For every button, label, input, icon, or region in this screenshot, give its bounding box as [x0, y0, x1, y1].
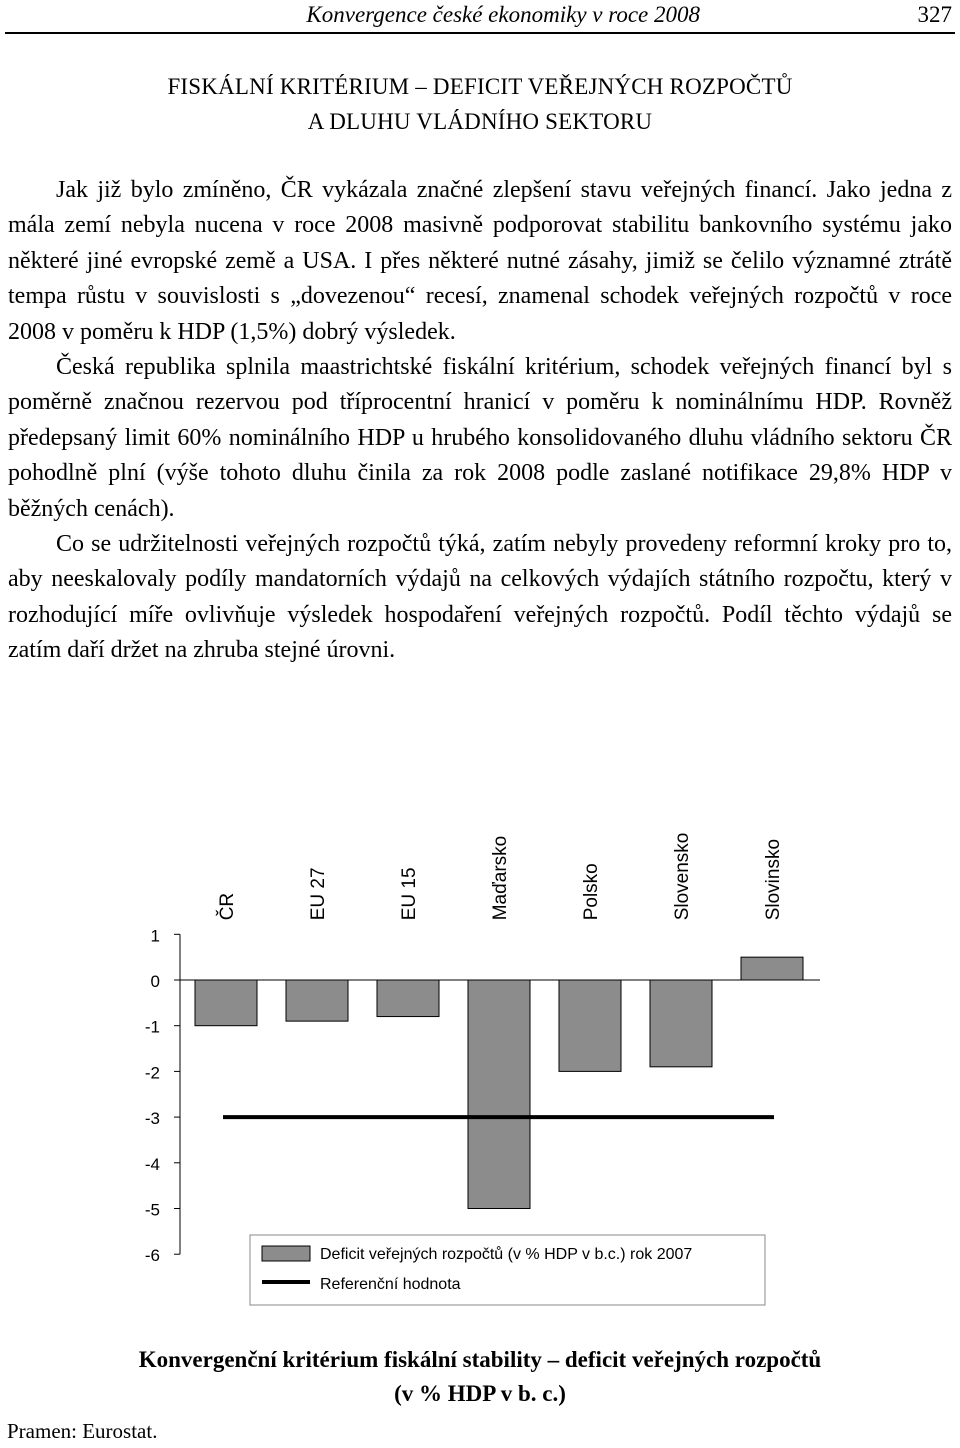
y-tick-label: -6 — [144, 1246, 160, 1266]
bar-4 — [559, 980, 621, 1071]
y-tick-label: -4 — [144, 1154, 160, 1174]
bar-5 — [650, 980, 712, 1067]
paragraph-2: Česká republika splnila maastrichtské fiskální kritérium, schodek veřejných financí byl s poměrně značnou rezervou pod tříprocentní hranicí v poměru k nominálnímu HDP. Rovněž předepsaný limit 60% nominálního HDP u hrubého konsolidovaného dluhu vládního sektoru ČR pohodlně plní (výše tohoto dluhu činila za rok 2008 podle zaslané notifikace 29,8% HDP v běžných cenách). — [8, 354, 952, 522]
chart-caption-line2: (v % HDP v b. c.) — [394, 1381, 566, 1406]
bar-6 — [741, 957, 803, 980]
y-tick-label: 1 — [150, 926, 160, 946]
legend-swatch-deficit — [262, 1246, 310, 1261]
running-header-title: Konvergence české ekonomiky v roce 2008 — [306, 2, 700, 27]
header-rule — [5, 32, 955, 34]
bar-2 — [377, 980, 439, 1017]
page-number: 327 — [917, 2, 952, 27]
category-label: Polsko — [581, 863, 602, 921]
category-label: EU 15 — [399, 867, 420, 921]
y-tick-label: 0 — [150, 972, 160, 991]
source-note: Pramen: Eurostat. — [7, 1419, 158, 1443]
legend-label-deficit: Deficit veřejných rozpočtů (v % HDP v b.c.) rok 2007 — [320, 1246, 693, 1263]
y-tick-label: -5 — [144, 1200, 160, 1220]
bar-3 — [468, 980, 530, 1209]
category-label: Slovinsko — [763, 838, 784, 921]
legend-label-reference: Referenční hodnota — [320, 1276, 461, 1293]
body-text — [8, 173, 952, 669]
y-tick-label: -3 — [144, 1109, 160, 1129]
category-label: Slovensko — [672, 832, 693, 921]
category-label: EU 27 — [308, 867, 329, 921]
deficit-chart — [0, 800, 960, 1320]
paragraph-1: Jak již bylo zmíněno, ČR vykázala značné zlepšení stavu veřejných financí. Jako jedna z mála zemí nebyla nucena v roce 2008 masivně podporovat stabilitu bankovního systému jako některé jiné evropské země a USA. I přes některé nutné zásahy, jimiž se čelilo významné ztrátě tempa růstu v souvislosti s „dovezenou“ recesí, znamenal schodek veřejných rozpočtů v roce 2008 v poměru k HDP (1,5%) dobrý výsledek. — [8, 177, 952, 345]
paragraph-3: Co se udržitelnosti veřejných rozpočtů týká, zatím nebyly provedeny reformní kroky pro to, aby neeskalovaly podíly mandatorních výdajů na celkových výdajích státního rozpočtu, který v rozhodující míře ovlivňuje výsledek hospodaření veřejných rozpočtů. Podíl těchto výdajů se zatím daří držet na zhruba stejné úrovni. — [8, 531, 952, 664]
category-label: ČR — [217, 892, 238, 921]
y-tick-label: -2 — [144, 1063, 160, 1083]
chart-caption-line1: Konvergenční kritérium fiskální stability – deficit veřejných rozpočtů — [138, 1347, 822, 1372]
bar-0 — [195, 980, 257, 1026]
y-tick-label: -1 — [144, 1017, 160, 1037]
section-title-line2: A DLUHU VLÁDNÍHO SEKTORU — [307, 109, 653, 134]
chart-caption — [0, 1343, 960, 1411]
category-label: Maďarsko — [490, 835, 511, 921]
bar-1 — [286, 980, 348, 1021]
section-title-line1: FISKÁLNÍ KRITÉRIUM – DEFICIT VEŘEJNÝCH ROZPOČTŮ — [167, 74, 793, 99]
